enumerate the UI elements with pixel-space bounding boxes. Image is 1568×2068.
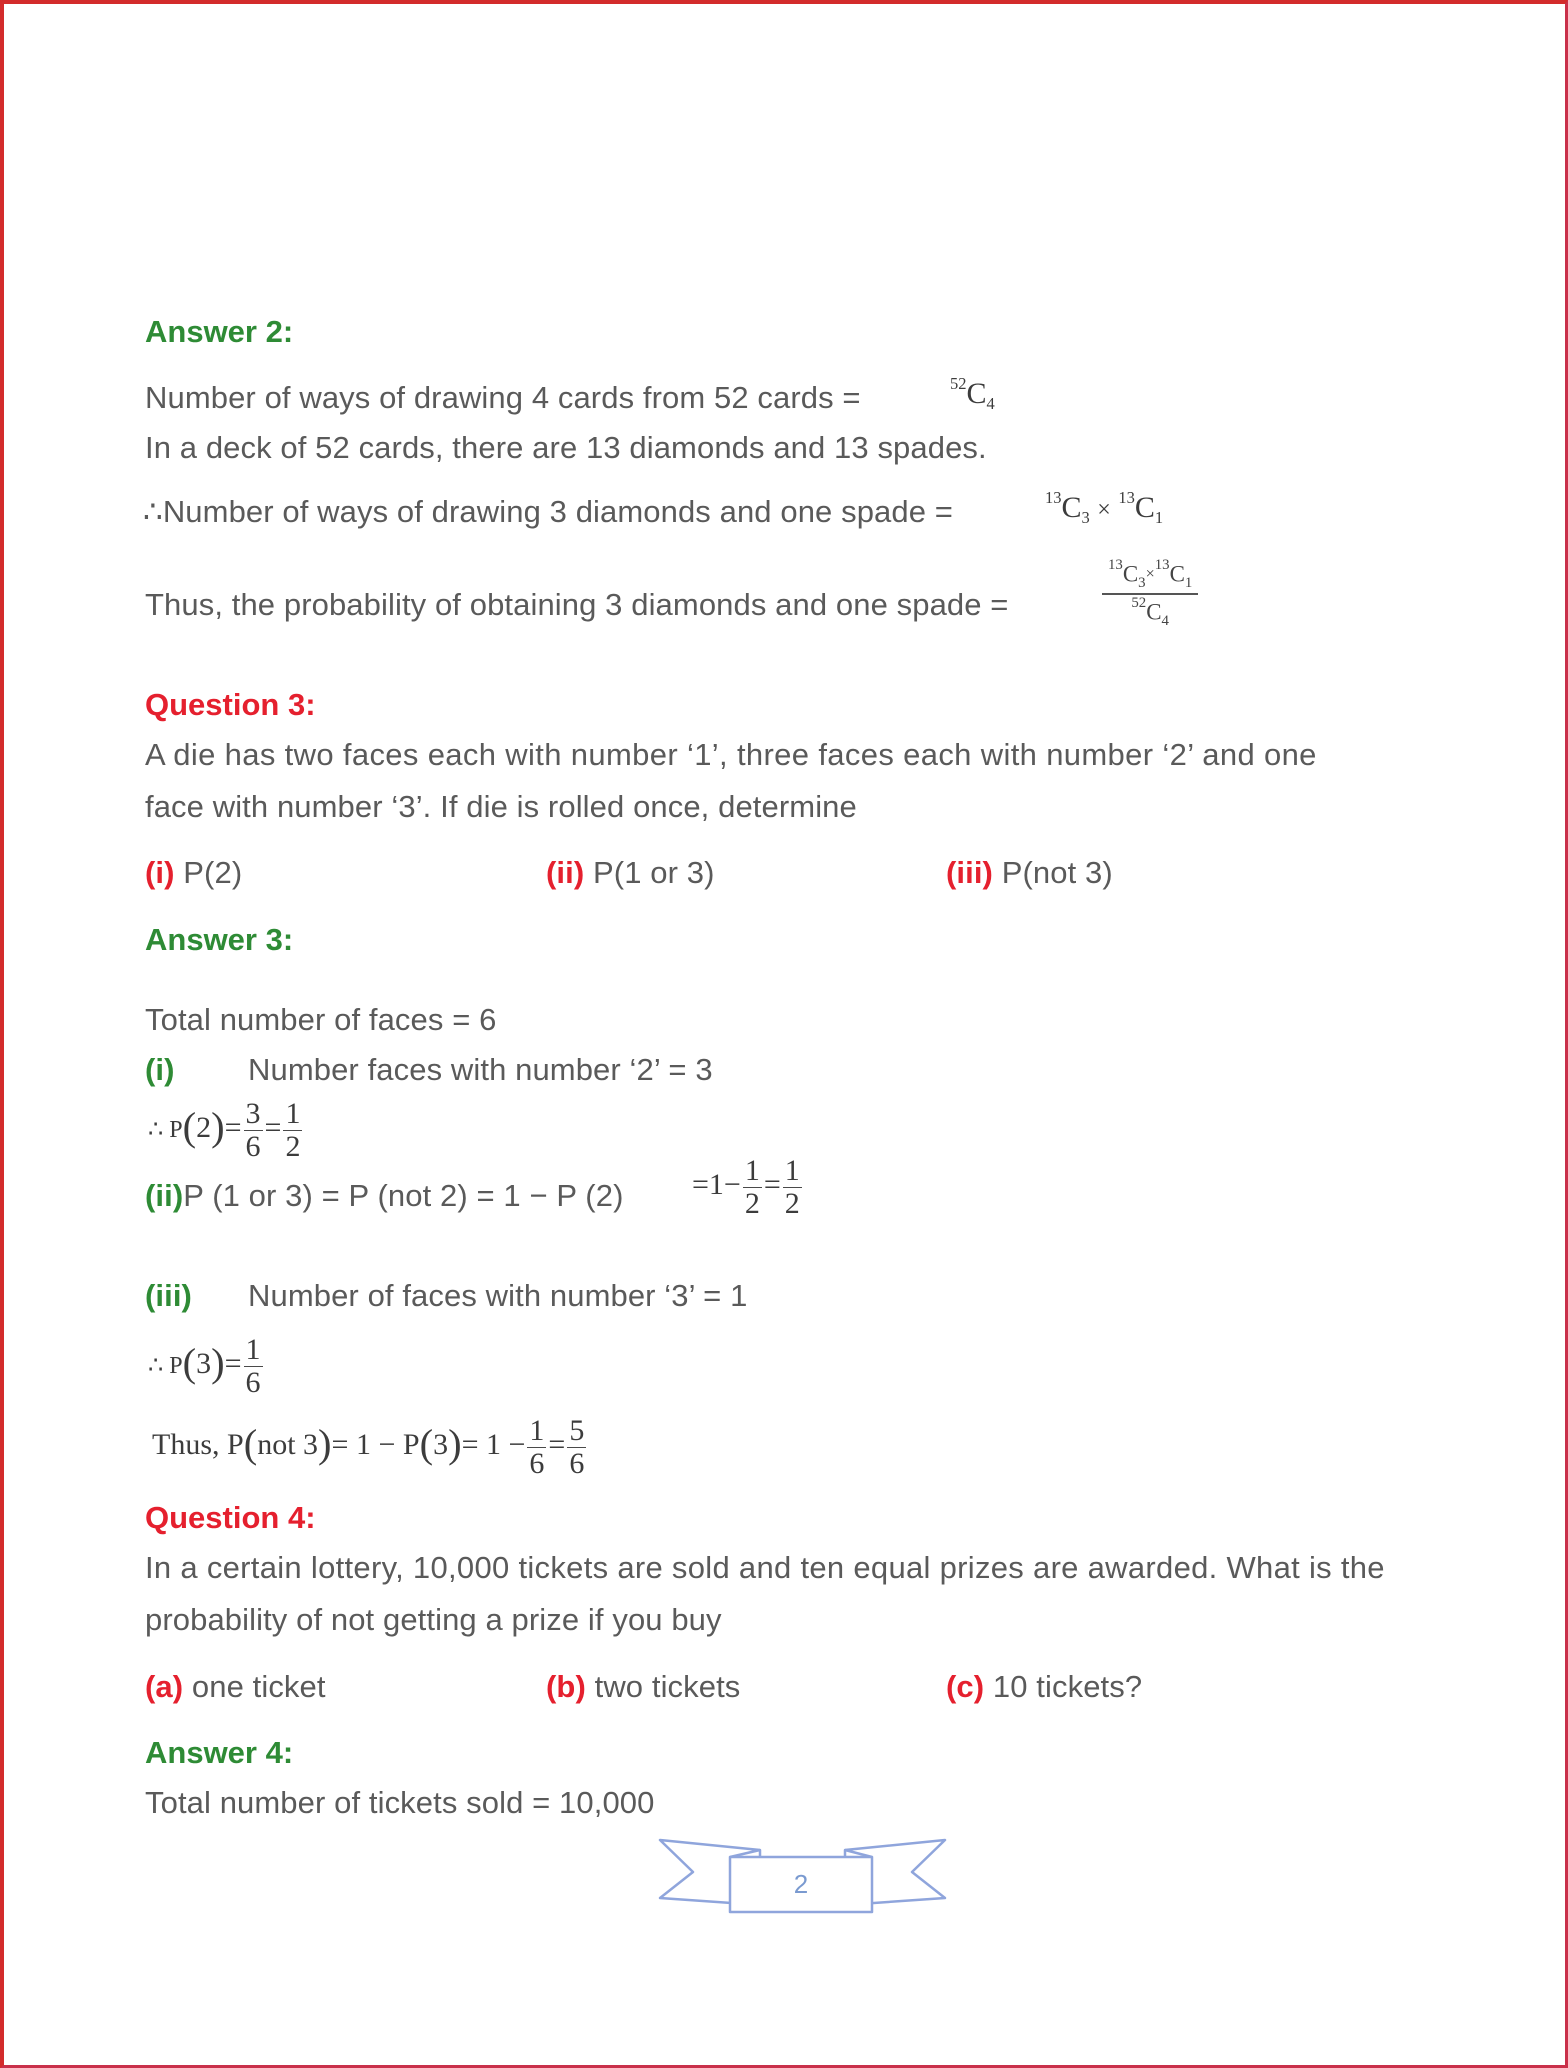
answer-4-heading: Answer 4: [145,1735,294,1770]
question-4-option-c: (c) 10 tickets? [946,1669,1143,1704]
question-3-heading: Question 3: [145,687,316,722]
answer-4-total-tickets: Total number of tickets sold = 10,000 [145,1785,655,1820]
question-4-text-line-1: In a certain lottery, 10,000 tickets are sold and ten equal prizes are awarded. What is the [145,1550,1385,1585]
combination-52-c-4: $^{52}C_4$ [950,374,995,413]
answer-3-part-i: (i) [145,1052,175,1087]
probability-fraction: $\frac{^{13}C_3\times^{13}C_1}{^{52}C_4}$ [1100,558,1200,630]
answer-2-line-1: Number of ways of drawing 4 cards from 52 cards = [145,380,861,415]
answer-3-part-iii-text: Number of faces with number ‘3’ = 1 [248,1278,748,1313]
answer-2-heading: Answer 2: [145,314,294,349]
answer-3-part-ii: (ii)P (1 or 3) = P (not 2) = 1 − P (2) [145,1178,624,1213]
answer-3-heading: Answer 3: [145,922,294,957]
combination-product: $^{13}C_3 \times ^{13}C_1$ [1045,488,1164,527]
question-3-text-line-2: face with number ‘3’. If die is rolled once, determine [145,789,857,824]
answer-2-line-4: Thus, the probability of obtaining 3 diamonds and one spade = [145,587,1009,622]
p-not-2-expression: =1− $\frac{1}{2}$ = $\frac{1}{2}$ [692,1154,800,1220]
question-3-option-ii: (ii) P(1 or 3) [546,855,715,890]
answer-2-line-3: ∴Number of ways of drawing 3 diamonds and one spade = [143,494,953,529]
p3-equation: ∴ P(3)= $\frac{1}{6}$ [148,1333,261,1399]
p-not-3-equation: Thus, P(not 3)= 1 − P(3)= 1 − $\frac{1}{6}$ = $\frac{5}{6}$ [152,1414,585,1480]
question-4-heading: Question 4: [145,1500,316,1535]
page-number: 2 [793,1869,809,1899]
p2-equation: ∴ P(2)= $\frac{3}{6}$ = $\frac{1}{2}$ [148,1097,301,1163]
question-3-option-iii: (iii) P(not 3) [946,855,1113,890]
question-4-option-b: (b) two tickets [546,1669,741,1704]
question-4-option-a: (a) one ticket [145,1669,326,1704]
question-3-option-i: (i) P(2) [145,855,243,890]
question-4-text-line-2: probability of not getting a prize if you buy [145,1602,722,1637]
question-3-text-line-1: A die has two faces each with number ‘1’, three faces each with number ‘2’ and one [145,737,1317,772]
answer-3-part-iii: (iii) [145,1278,192,1313]
answer-3-part-i-text: Number faces with number ‘2’ = 3 [248,1052,713,1087]
answer-2-line-2: In a deck of 52 cards, there are 13 diamonds and 13 spades. [145,430,987,465]
answer-3-total-faces: Total number of faces = 6 [145,1002,497,1037]
